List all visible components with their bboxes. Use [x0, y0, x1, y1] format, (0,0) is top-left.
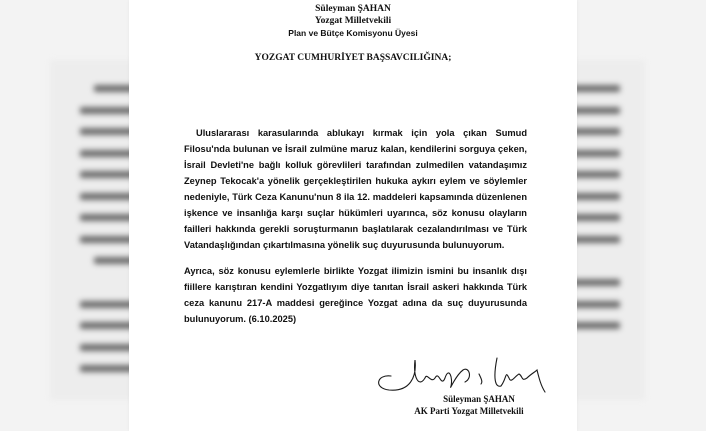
body-paragraph-2: Ayrıca, söz konusu eylemlerle birlikte Yozgat ilimizin ismini bu insanlık dışı fiillere karıştıran kendini Yozgatlıyım diye tanıtan İsrail askeri hakkında Türk ceza kanunu 217-A maddesi gereğince Yozgat adına da suç duyurusunda bulunuyorum. (6.10.2025) [184, 266, 527, 324]
addressee: YOZGAT CUMHURİYET BAŞSAVCILIĞINA; [254, 53, 452, 63]
signature-block [369, 348, 569, 428]
header-name: Süleyman ŞAHAN [315, 4, 391, 14]
blurred-document-right [565, 60, 645, 400]
body-paragraph-1: Uluslararası karasularında ablukayı kırmak için yola çıkan Sumud Filosu'nda bulunan ve İsrail zulmüne maruz kalan, kendilerini sorguya çeken, İsrail Devleti'ne bağlı kolluk görevlileri tarafından zulmedilen vatandaşımız Zeynep Tekocak'a yönelik gerçekleştirilen hukuka aykırı eylem ve söylemler nedeniyle, Türk Ceza Kanunu'nun 8 ila 12. maddeleri kapsamında düzenlenen işkence ve insanlığa karşı suçlar hükümleri uyarınca, söz konusu olayların failleri hakkında gerekli soruşturmanın başlatılarak cezalandırılması ve Türk Vatandaşlığından çıkartılmasına yönelik suç duyurusunda bulunuyorum. [184, 128, 527, 250]
letter-document [129, 0, 577, 431]
handwritten-signature-icon [369, 348, 569, 398]
signatory-role: AK Parti Yozgat Milletvekili [414, 406, 524, 416]
blurred-document-left [50, 60, 140, 400]
header-role: Plan ve Bütçe Komisyonu Üyesi [288, 28, 418, 38]
signatory-name: Süleyman ŞAHAN [443, 394, 515, 404]
header-title: Yozgat Milletvekili [314, 16, 392, 26]
